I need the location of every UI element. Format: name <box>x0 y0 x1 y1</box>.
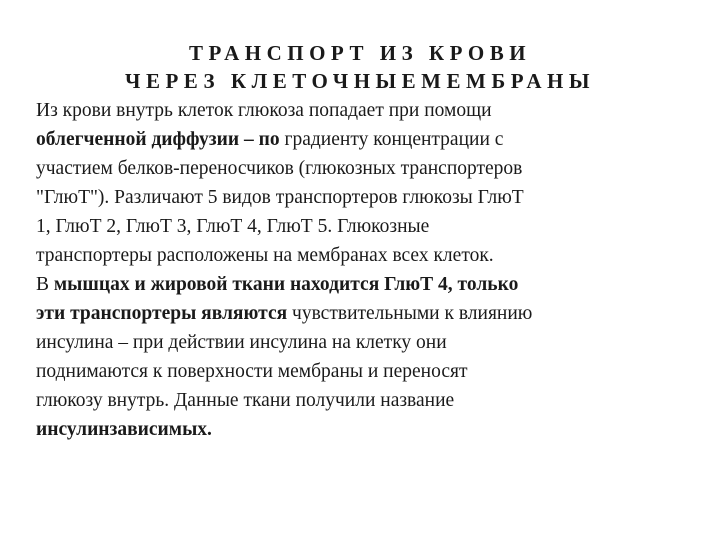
body-line-12 <box>36 415 696 444</box>
bold-term-insulin-dependent: инсулинзависимых. <box>36 419 212 440</box>
body-line-8 <box>36 299 696 328</box>
bold-term-facilitated-diffusion: облегченной диффузии – по <box>36 129 280 150</box>
body-line-3: участием белков-переносчиков (глюкозных транспортеров <box>36 158 523 179</box>
body-line-10: поднимаются к поверхности мембраны и переносят <box>36 361 468 382</box>
body-line-6: транспортеры расположены на мембранах всех клеток. <box>36 245 494 266</box>
body-line-9: инсулина – при действии инсулина на клетку они <box>36 332 447 353</box>
bold-term-muscle-fat: мышцах и жировой ткани находится ГлюТ 4, только <box>53 274 519 295</box>
body-paragraph <box>36 96 696 444</box>
title-line-2: ЧЕРЕЗ КЛЕТОЧНЫЕМЕМБРАНЫ <box>125 69 595 93</box>
body-line-11: глюкозу внутрь. Данные ткани получили название <box>36 390 455 411</box>
body-line-5: 1, ГлюТ 2, ГлюТ 3, ГлюТ 4, ГлюТ 5. Глюкозные <box>36 216 430 237</box>
body-line-1: Из крови внутрь клеток глюкоза попадает при помощи <box>36 100 492 121</box>
title-line-1: ТРАНСПОРТ ИЗ КРОВИ <box>188 41 532 65</box>
body-line-7 <box>36 270 696 299</box>
bold-term-transporters: эти транспортеры являются <box>36 303 288 324</box>
body-line-2-rest: градиенту концентрации с <box>279 129 504 150</box>
body-line-2 <box>36 125 696 154</box>
body-line-7-prefix: В <box>36 274 54 295</box>
body-line-4: "ГлюТ"). Различают 5 видов транспортеров глюкозы ГлюТ <box>36 187 524 208</box>
body-line-8-rest: чувствительными к влиянию <box>287 303 533 324</box>
